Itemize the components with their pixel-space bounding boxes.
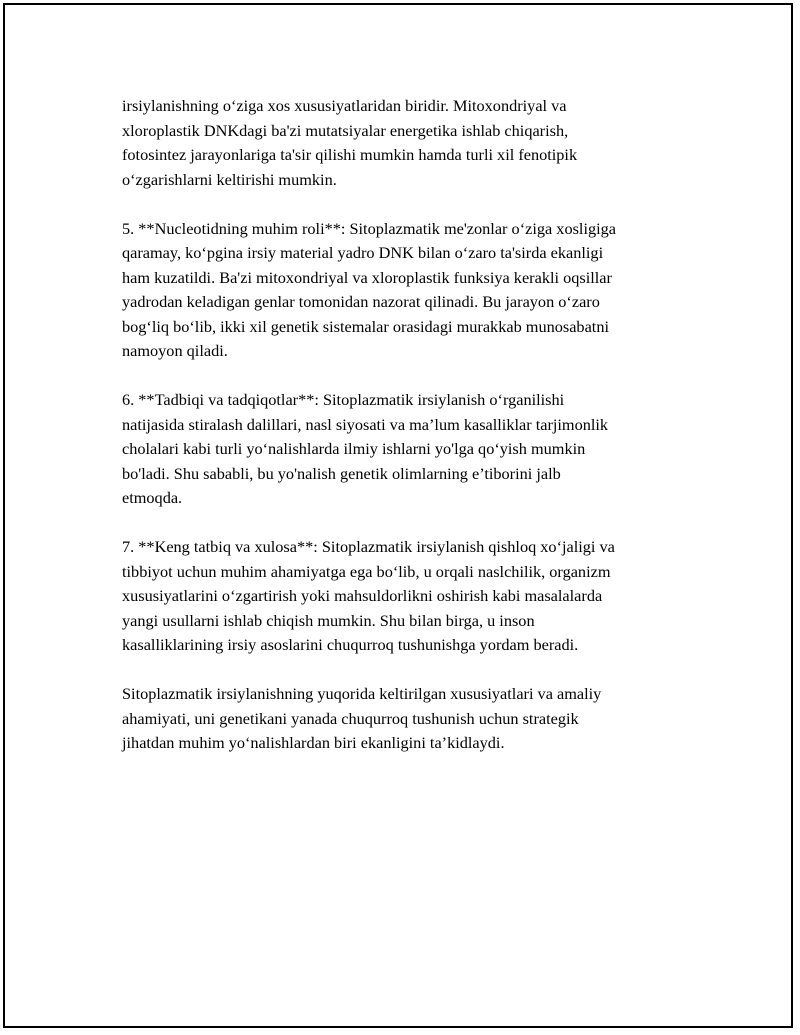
paragraph-item-6: 6. **Tadbiqi va tadqiqotlar**: Sitoplazmatik irsiylanish o‘rganilishi natijasida stiralash dalillari, nasl siyosati va ma’lum kasalliklar tarjimonlik cholalari kabi turli yo‘nalishlarda ilmiy ishlarni yo'lga qo‘yish mumkin bo'ladi. Shu sababli, bu yo'nalish genetik olimlarning e’tiborini jalb etmoqda. bbox=[122, 390, 609, 507]
paragraph-continuation: irsiylanishning o‘ziga xos xususiyatlaridan biridir. Mitoxondriyal va xloroplastik DNKdagi ba'zi mutatsiyalar energetika ishlab chiqarish, fotosintez jarayonlariga ta'sir qilishi mumkin hamda turli xil fenotipik o‘zgarishlarni keltirishi mumkin. bbox=[122, 96, 578, 189]
paragraph-item-5: 5. **Nucleotidning muhim roli**: Sitoplazmatik me'zonlar o‘ziga xosligiga qaramay, ko‘pgina irsiy material yadro DNK bilan o‘zaro ta'sirda ekanligi ham kuzatildi. Ba'zi mitoxondriyal va xloroplastik funksiya kerakli oqsillar yadrodan keladigan genlar tomonidan nazorat qilinadi. Bu jarayon o‘zaro bog‘liq bo‘lib, ikki xil genetik sistemalar orasidagi murakkab munosabatni namoyon qiladi. bbox=[122, 218, 616, 360]
paragraph-item-7: 7. **Keng tatbiq va xulosa**: Sitoplazmatik irsiylanish qishloq xo‘jaligi va tibbiyot uchun muhim ahamiyatga ega bo‘lib, u orqali naslchilik, organizm xususiyatlarini o‘zgartirish yoki mahsuldorlikni oshirish kabi masalalarda yangi usullarni ishlab chiqish mumkin. Shu bilan birga, u inson kasalliklarining irsiy asoslarini chuqurroq tushunishga yordam beradi. bbox=[122, 537, 615, 654]
paragraph-conclusion: Sitoplazmatik irsiylanishning yuqorida keltirilgan xususiyatlari va amaliy ahamiyati, uni genetikani yanada chuqurroq tushunish uchun strategik jihatdan muhim yo‘nalishlardan biri ekanligini ta’kidlaydi. bbox=[122, 684, 602, 752]
page bbox=[3, 3, 793, 1028]
document-body bbox=[122, 94, 692, 780]
